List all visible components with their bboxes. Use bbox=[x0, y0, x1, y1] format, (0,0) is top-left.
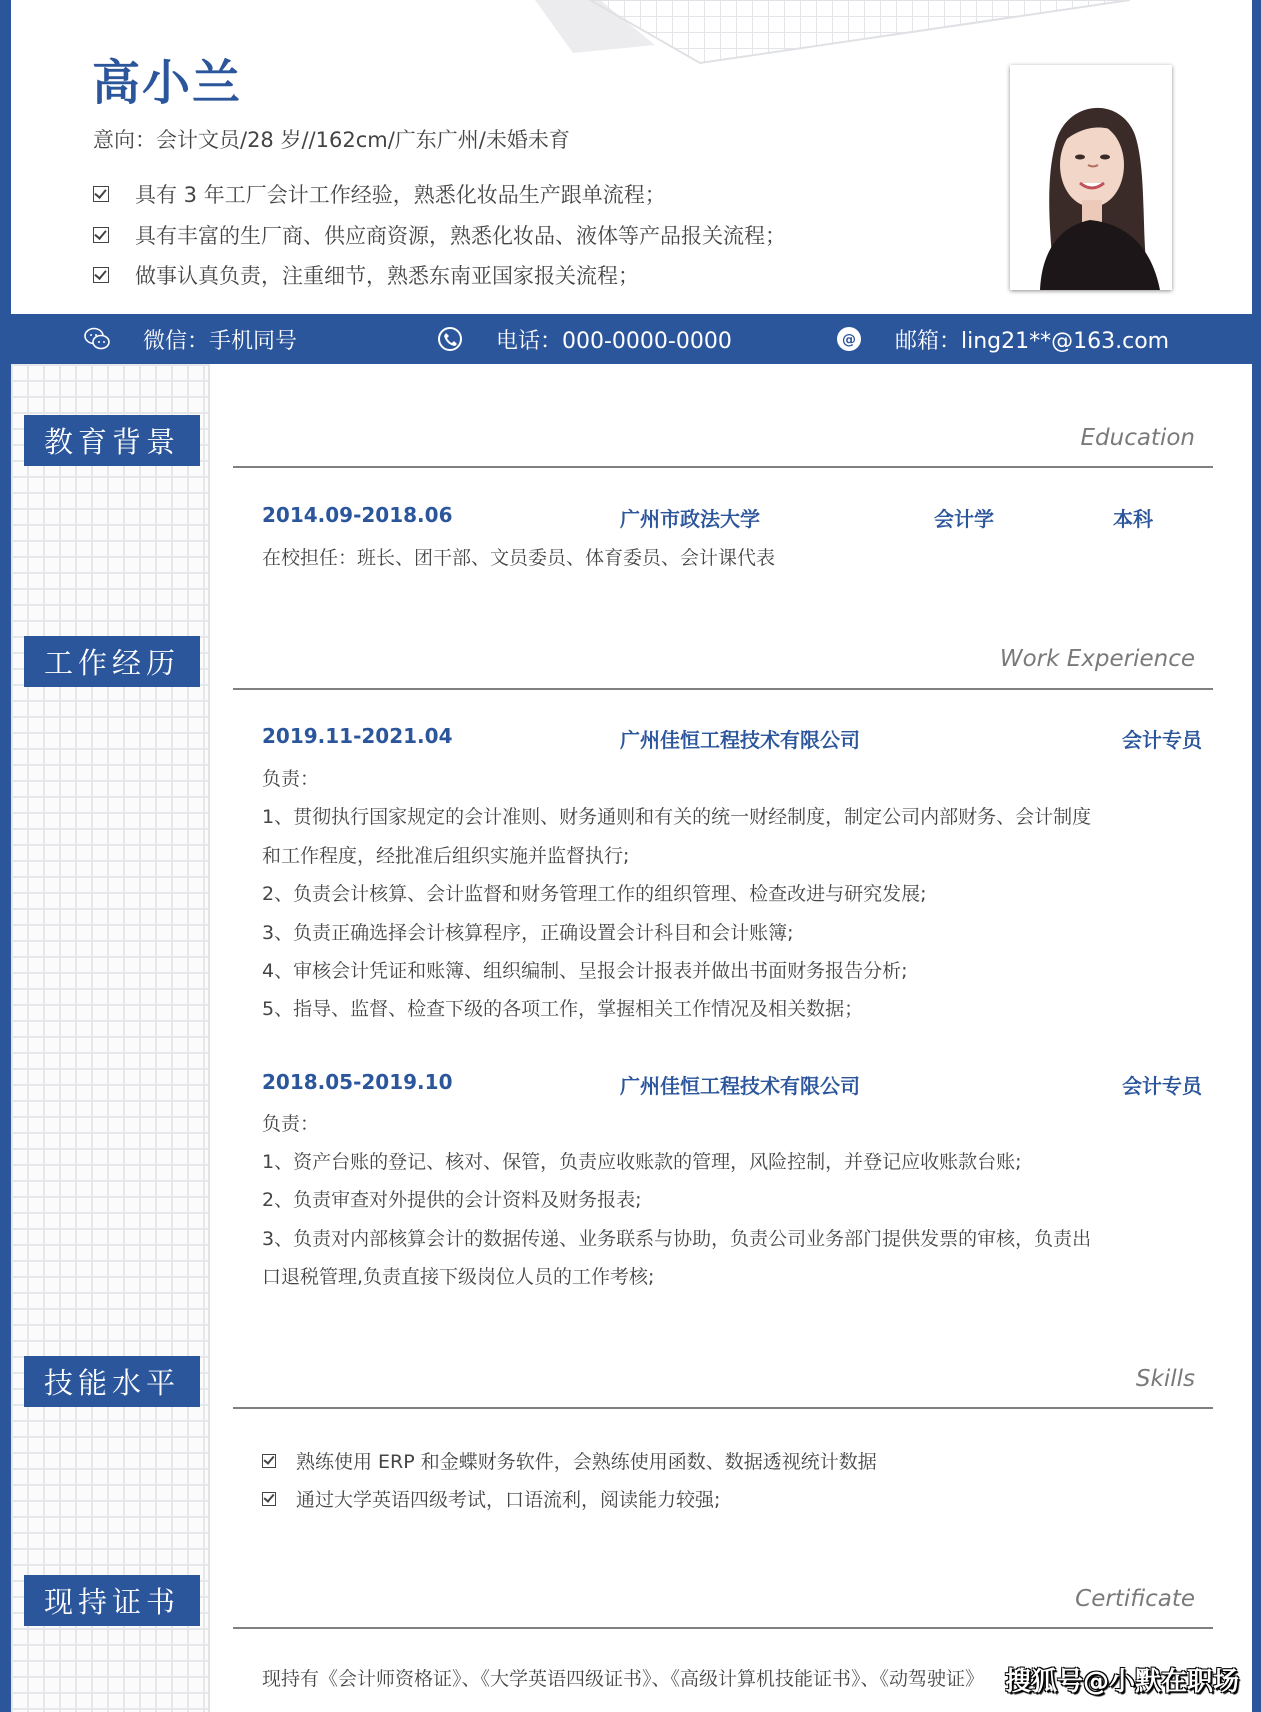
job-title: 会计专员 bbox=[1122, 728, 1202, 752]
contact-phone: 电话：000-0000-0000 bbox=[436, 314, 732, 364]
job-line: 和工作程度，经批准后组织实施并监督执行; bbox=[262, 845, 630, 867]
skill-item: 熟练使用 ERP 和金蝶财务软件，会熟练使用函数、数据透视统计数据 bbox=[262, 1447, 877, 1474]
contact-email: @ 邮箱：ling21**@163.com bbox=[835, 314, 1169, 364]
job-line: 3、负责正确选择会计核算程序，正确设置会计科目和会计账簿; bbox=[262, 922, 794, 944]
section-title-en: Work Experience bbox=[999, 646, 1195, 672]
job-line: 2、负责会计核算、会计监督和财务管理工作的组织管理、检查改进与研究发展; bbox=[262, 883, 927, 905]
certificate-text: 现持有《会计师资格证》、《大学英语四级证书》、《高级计算机技能证书》、《动驾驶证》 bbox=[262, 1668, 985, 1690]
profile-photo bbox=[1010, 65, 1172, 290]
job-title: 会计专员 bbox=[1122, 1074, 1202, 1098]
checkbox-icon bbox=[262, 1454, 276, 1468]
section-divider bbox=[233, 1627, 1213, 1629]
section-divider bbox=[233, 688, 1213, 690]
education-row bbox=[262, 503, 1202, 533]
skill-item: 通过大学英语四级考试，口语流利，阅读能力较强; bbox=[262, 1485, 720, 1512]
job-line: 1、资产台账的登记、核对、保管，负责应收账款的管理，风险控制，并登记应收账款台账; bbox=[262, 1151, 1022, 1173]
job-row bbox=[262, 1070, 1202, 1100]
highlight-item: 具有 3 年工厂会计工作经验，熟悉化妆品生产跟单流程； bbox=[93, 179, 666, 209]
education-period: 2014.09-2018.06 bbox=[262, 503, 453, 527]
phone-icon bbox=[436, 325, 464, 353]
section-title-en: Certificate bbox=[1075, 1586, 1195, 1612]
section-label-certificate: 现持证书 bbox=[24, 1575, 200, 1626]
sidebar-grid bbox=[11, 364, 210, 1712]
job-line: 负责： bbox=[262, 1113, 320, 1135]
job-company: 广州佳恒工程技术有限公司 bbox=[620, 728, 860, 752]
highlight-item: 具有丰富的生厂商、供应商资源，熟悉化妆品、液体等产品报关流程； bbox=[93, 220, 786, 250]
job-line: 负责： bbox=[262, 768, 320, 790]
contact-wechat: 微信：手机同号 bbox=[83, 314, 297, 364]
job-line: 1、贯彻执行国家规定的会计准则、财务通则和有关的统一财经制度，制定公司内部财务、会计制度 bbox=[262, 806, 1092, 828]
job-line: 2、负责审查对外提供的会计资料及财务报表; bbox=[262, 1189, 642, 1211]
checkbox-icon bbox=[93, 186, 109, 202]
section-title-en: Skills bbox=[1135, 1366, 1195, 1392]
candidate-name: 高小兰 bbox=[92, 55, 243, 111]
checkbox-icon bbox=[93, 267, 109, 283]
education-detail: 在校担任：班长、团干部、文员委员、体育委员、会计课代表 bbox=[262, 547, 776, 569]
left-border bbox=[0, 0, 11, 1712]
job-line: 4、审核会计凭证和账簿、组织编制、呈报会计报表并做出书面财务报告分析; bbox=[262, 960, 908, 982]
job-line: 3、负责对内部核算会计的数据传递、业务联系与协助，负责公司业务部门提供发票的审核，负责出 bbox=[262, 1228, 1092, 1250]
job-line: 5、指导、监督、检查下级的各项工作，掌握相关工作情况及相关数据； bbox=[262, 998, 864, 1020]
section-label-skills: 技能水平 bbox=[24, 1356, 200, 1407]
job-intent: 意向：会计文员/28 岁//162cm/广东广州/未婚未育 bbox=[93, 128, 570, 152]
section-title-en: Education bbox=[1080, 425, 1195, 451]
checkbox-icon bbox=[93, 227, 109, 243]
education-major: 会计学 bbox=[934, 507, 994, 531]
svg-text:@: @ bbox=[842, 332, 856, 348]
wechat-icon bbox=[83, 325, 111, 353]
job-row bbox=[262, 724, 1202, 754]
contact-bar bbox=[0, 314, 1261, 364]
checkbox-icon bbox=[262, 1492, 276, 1506]
education-school: 广州市政法大学 bbox=[620, 507, 760, 531]
section-divider bbox=[233, 1407, 1213, 1409]
job-line: 口退税管理,负责直接下级岗位人员的工作考核; bbox=[262, 1266, 655, 1288]
section-label-work: 工作经历 bbox=[24, 636, 200, 687]
right-border bbox=[1252, 0, 1261, 1712]
education-degree: 本科 bbox=[1113, 507, 1153, 531]
at-icon bbox=[835, 325, 863, 353]
job-period: 2018.05-2019.10 bbox=[262, 1070, 453, 1094]
job-period: 2019.11-2021.04 bbox=[262, 724, 453, 748]
section-label-education: 教育背景 bbox=[24, 415, 200, 466]
highlight-item: 做事认真负责，注重细节，熟悉东南亚国家报关流程； bbox=[93, 260, 639, 290]
job-company: 广州佳恒工程技术有限公司 bbox=[620, 1074, 860, 1098]
section-divider bbox=[233, 466, 1213, 468]
watermark: 搜狐号@小默在职场 bbox=[1005, 1667, 1240, 1697]
